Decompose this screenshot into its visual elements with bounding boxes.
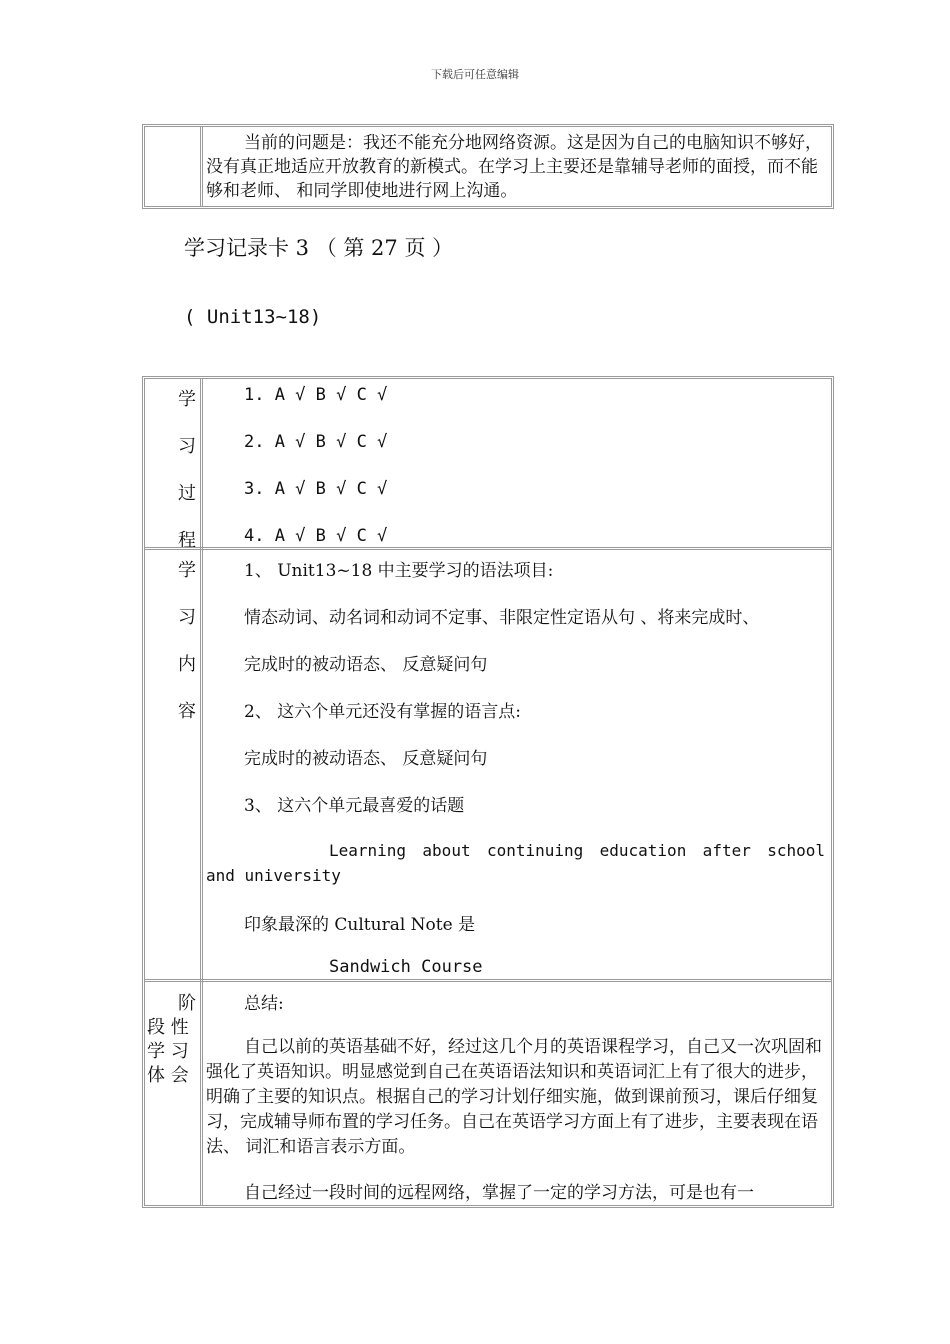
content-line: 3、 这六个单元最喜爱的话题 (244, 796, 465, 816)
content-line: 情态动词、动名词和动词不定事、非限定性定语从句 、将来完成时、 (244, 608, 760, 628)
content-label-char: 容 (178, 701, 196, 722)
problem-text: 当前的问题是：我还不能充分地网络资源。这是因为自己的电脑知识不够好，没有真正地适应开放教育的新模式。在学习上主要还是靠辅导老师的面授，而不能够和老师、 和同学即使地进行网上沟通。 (206, 133, 822, 201)
content-label-char: 学 (178, 560, 196, 581)
summary-label-line: 体 会 (147, 1065, 189, 1086)
process-label-char: 程 (178, 530, 196, 551)
summary-paragraph: 自己经过一段时间的远程网络，掌握了一定的学习方法，可是也有一 (244, 1183, 754, 1203)
content-label-char: 习 (178, 607, 196, 628)
page-header-note: 下载后可任意编辑 (431, 68, 519, 81)
summary-label-line: 段 性 (147, 1017, 189, 1038)
unit-range-title: ( Unit13~18) (184, 306, 322, 328)
favorite-topic: Learning about continuing education after school and university (206, 841, 825, 885)
process-label-char: 学 (178, 389, 196, 410)
problem-table (142, 124, 834, 209)
summary-label-line: 学 习 (147, 1041, 189, 1062)
process-item: 2. A √ B √ C √ (244, 432, 388, 452)
process-item: 1. A √ B √ C √ (244, 385, 388, 405)
record-card-title: 学习记录卡 3 （ 第 27 页 ） (184, 236, 454, 260)
content-line: 1、 Unit13~18 中主要学习的语法项目: (244, 561, 554, 581)
process-label-char: 习 (178, 436, 196, 457)
process-item: 4. A √ B √ C √ (244, 526, 388, 546)
summary-label-line: 阶 (178, 993, 196, 1014)
problem-table-label-cell (145, 127, 203, 206)
summary-paragraph: 自己以前的英语基础不好，经过这几个月的英语课程学习，自己又一次巩固和强化了英语知识。明显感觉到自己在英语语法知识和英语词汇上有了很大的进步，明确了主要的知识点。根据自己的学习计划仔细实施，做到课前预习，课后仔细复习，完成辅导师布置的学习任务。自己在英语学习方面上有了进步，主要表现在语法、 词汇和语言表示方面。 (206, 1037, 822, 1157)
problem-table-text-cell (206, 127, 831, 206)
summary-title: 总结: (244, 994, 284, 1014)
record-table-label-column (145, 379, 203, 1205)
cultural-note: Sandwich Course (329, 957, 483, 977)
content-line: 2、 这六个单元还没有掌握的语言点: (244, 702, 521, 722)
content-line: 印象最深的 Cultural Note 是 (244, 915, 476, 935)
content-label-char: 内 (178, 654, 196, 675)
content-line: 完成时的被动语态、 反意疑问句 (244, 655, 488, 675)
record-table (142, 376, 834, 1208)
process-label-char: 过 (178, 483, 196, 504)
record-table-content-column (206, 379, 831, 1205)
content-line: 完成时的被动语态、 反意疑问句 (244, 749, 488, 769)
process-item: 3. A √ B √ C √ (244, 479, 388, 499)
